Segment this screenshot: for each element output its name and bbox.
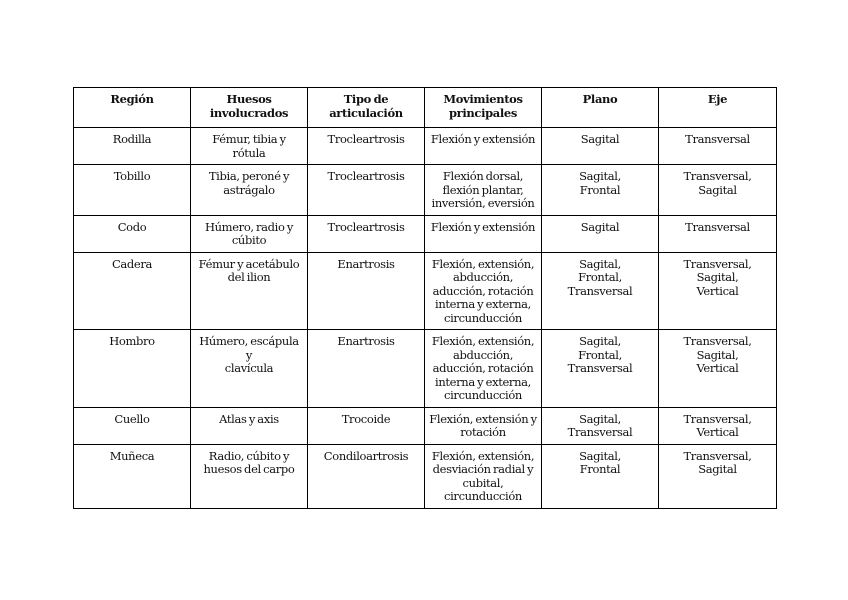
cell-text: Fémur, tibia y <box>212 132 286 146</box>
cell-region <box>74 215 191 252</box>
cell-text: Sagital, <box>579 411 621 426</box>
header-text: Movimientos <box>443 92 523 106</box>
cell-text: Atlas y axis <box>219 411 279 426</box>
cell-text: Condiloartrosis <box>323 448 409 463</box>
cell-huesos <box>191 128 308 165</box>
cell-text: Frontal <box>579 462 621 476</box>
cell-tipo <box>308 444 425 508</box>
cell-tipo <box>308 165 425 216</box>
cell-tipo <box>308 407 425 444</box>
cell-movimientos <box>425 407 542 444</box>
header-text: Eje <box>707 92 728 106</box>
cell-text: Radio, cúbito y <box>208 448 290 463</box>
cell-text: Frontal, <box>578 270 622 284</box>
cell-tipo <box>308 252 425 330</box>
cell-text: Sagital <box>580 132 620 146</box>
header-region <box>74 88 191 128</box>
cell-movimientos <box>425 444 542 508</box>
cell-text: abducción, <box>452 347 514 362</box>
cell-text: Transversal <box>567 283 633 298</box>
table-row <box>74 444 777 508</box>
cell-movimientos <box>425 330 542 408</box>
cell-text: Transversal, <box>683 334 752 348</box>
cell-text: Tibia, peroné y <box>208 169 290 183</box>
cell-text: Fémur y acetábulo <box>198 256 300 271</box>
cell-text: Trocoide <box>341 411 391 426</box>
cell-eje <box>659 330 777 408</box>
cell-eje <box>659 128 777 165</box>
cell-text: Cadera <box>111 256 153 271</box>
cell-tipo <box>308 215 425 252</box>
cell-movimientos <box>425 215 542 252</box>
cell-text: cúbito <box>231 233 267 247</box>
header-text: Región <box>110 92 154 106</box>
cell-plano <box>542 444 659 508</box>
cell-text: circunducción <box>444 388 522 402</box>
cell-text: cubital, <box>462 475 504 490</box>
cell-text: del ilion <box>227 270 271 284</box>
header-eje <box>659 88 777 128</box>
table-row <box>74 128 777 165</box>
header-tipo <box>308 88 425 128</box>
cell-text: Sagital, <box>579 334 621 348</box>
cell-plano <box>542 330 659 408</box>
cell-text: Flexión, extensión y <box>429 411 537 426</box>
joints-table <box>73 87 777 509</box>
cell-text: Sagital, <box>579 169 621 183</box>
cell-plano <box>542 165 659 216</box>
cell-text: Húmero, radio y <box>204 219 294 234</box>
cell-huesos <box>191 444 308 508</box>
cell-eje <box>659 215 777 252</box>
cell-movimientos <box>425 252 542 330</box>
cell-text: Trocleartrosis <box>327 169 405 183</box>
cell-text: Frontal, <box>578 347 622 362</box>
cell-eje <box>659 407 777 444</box>
cell-text: Vertical <box>696 283 739 298</box>
cell-text: Transversal <box>567 425 633 439</box>
cell-eje <box>659 444 777 508</box>
table-header <box>74 88 777 128</box>
cell-plano <box>542 407 659 444</box>
cell-region <box>74 330 191 408</box>
cell-tipo <box>308 128 425 165</box>
table-row <box>74 215 777 252</box>
header-huesos <box>191 88 308 128</box>
cell-region <box>74 252 191 330</box>
header-text: principales <box>448 105 517 120</box>
cell-text: Sagital <box>698 182 737 197</box>
cell-text: Sagital, <box>579 448 621 463</box>
cell-text: rotación <box>460 425 506 439</box>
cell-text: Cuello <box>114 411 150 426</box>
cell-text: huesos del carpo <box>203 462 295 476</box>
cell-huesos <box>191 330 308 408</box>
cell-text: circunducción <box>444 310 522 325</box>
cell-text: flexión plantar, <box>442 182 524 197</box>
table-row <box>74 330 777 408</box>
cell-text: Sagital, <box>579 256 621 271</box>
cell-text: rótula <box>232 145 266 160</box>
header-text: Plano <box>582 92 618 106</box>
cell-text: Enartrosis <box>337 256 395 271</box>
cell-text: Muñeca <box>109 448 155 463</box>
cell-region <box>74 407 191 444</box>
cell-region <box>74 444 191 508</box>
header-row <box>74 88 777 128</box>
cell-text: Vertical <box>696 425 739 439</box>
table-body <box>74 128 777 509</box>
cell-plano <box>542 215 659 252</box>
cell-plano <box>542 128 659 165</box>
header-plano <box>542 88 659 128</box>
cell-text: Hombro <box>109 334 155 348</box>
cell-text: inversión, eversión <box>431 196 535 210</box>
cell-text: clavícula <box>224 361 274 375</box>
cell-text: Transversal, <box>683 169 752 183</box>
cell-huesos <box>191 252 308 330</box>
cell-text: Frontal <box>579 182 621 197</box>
cell-text: astrágalo <box>223 182 275 197</box>
cell-eje <box>659 252 777 330</box>
cell-text: circunducción <box>444 489 522 503</box>
cell-huesos <box>191 407 308 444</box>
cell-eje <box>659 165 777 216</box>
cell-text: Trocleartrosis <box>327 219 405 234</box>
cell-text: Transversal, <box>683 448 752 463</box>
cell-text: Flexión, extensión, <box>431 334 535 348</box>
cell-text: Transversal, <box>683 256 752 271</box>
cell-text: abducción, <box>452 270 514 284</box>
header-text: involucrados <box>209 105 289 120</box>
cell-text: Sagital <box>580 219 620 234</box>
table-row <box>74 407 777 444</box>
cell-region <box>74 165 191 216</box>
cell-text: Sagital, <box>696 270 739 284</box>
header-text: Tipo de <box>343 92 389 106</box>
cell-text: desviación radial y <box>432 462 534 476</box>
cell-text: Vertical <box>696 361 739 375</box>
cell-text: Flexión dorsal, <box>442 169 524 183</box>
header-text: Huesos <box>226 92 272 106</box>
cell-text: interna y externa, <box>435 374 531 389</box>
cell-text: Codo <box>117 219 147 234</box>
cell-text: Húmero, escápula y <box>199 334 299 362</box>
cell-text: Flexión, extensión, <box>431 256 535 271</box>
header-text: articulación <box>329 105 403 120</box>
cell-movimientos <box>425 128 542 165</box>
cell-text: Enartrosis <box>337 334 395 348</box>
cell-text: Transversal <box>685 219 750 234</box>
cell-text: Transversal <box>567 361 633 375</box>
cell-text: aducción, rotación <box>432 361 534 375</box>
cell-text: Tobillo <box>113 169 151 183</box>
cell-text: Rodilla <box>112 132 152 146</box>
cell-text: interna y externa, <box>435 297 531 311</box>
cell-plano <box>542 252 659 330</box>
table-row <box>74 252 777 330</box>
table-row <box>74 165 777 216</box>
cell-text: Trocleartrosis <box>327 132 405 146</box>
cell-text: Flexión y extensión <box>430 219 536 234</box>
cell-text: Transversal, <box>683 411 752 426</box>
cell-huesos <box>191 215 308 252</box>
cell-text: Sagital <box>698 462 737 476</box>
cell-tipo <box>308 330 425 408</box>
cell-text: Sagital, <box>696 347 739 362</box>
cell-region <box>74 128 191 165</box>
cell-text: Transversal <box>685 132 750 146</box>
header-movimientos <box>425 88 542 128</box>
cell-huesos <box>191 165 308 216</box>
cell-text: aducción, rotación <box>432 283 534 298</box>
cell-movimientos <box>425 165 542 216</box>
cell-text: Flexión, extensión, <box>431 448 535 463</box>
cell-text: Flexión y extensión <box>430 132 536 146</box>
